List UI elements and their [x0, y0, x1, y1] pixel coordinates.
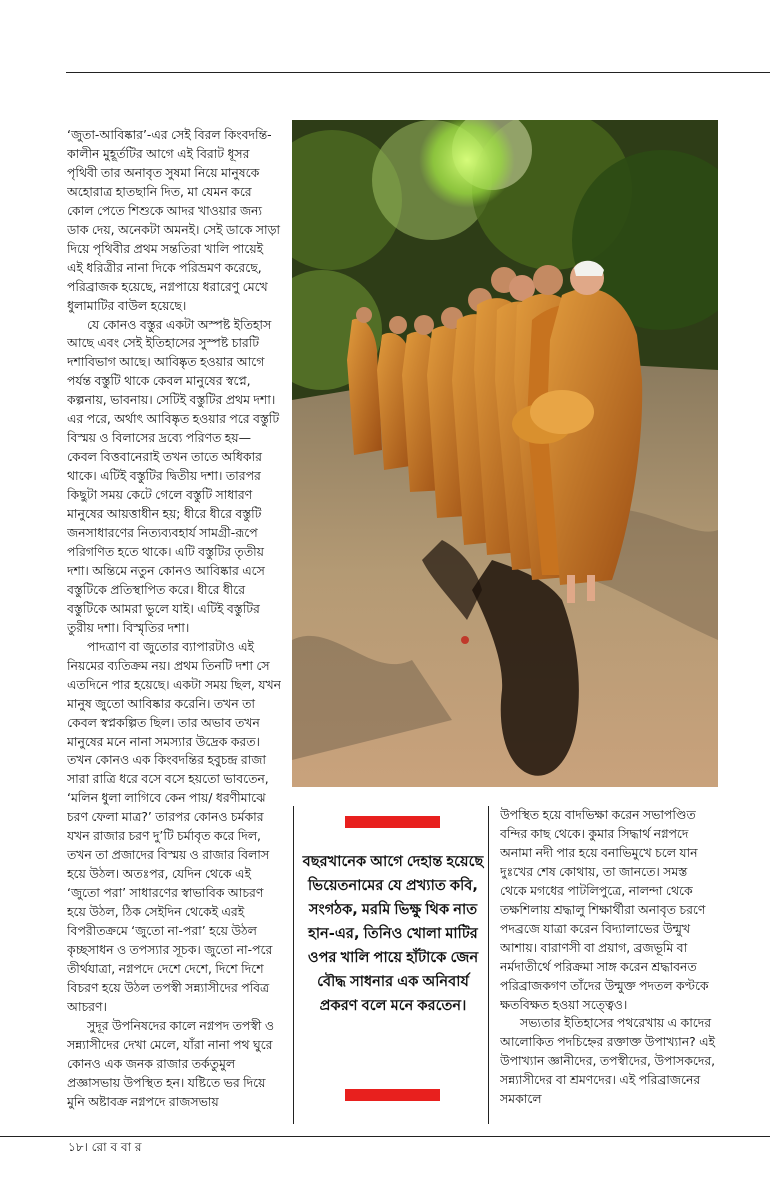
article-paragraph: ‘জুতা-আবিষ্কার’-এর সেই বিরল কিংবদন্তি-কালীন মুহূর্তটির আগে এই বিরাট ধূসর পৃথিবী তার অনাবৃত সুষমা নিয়ে মানুষকে অহোরাত্র হাতছানি দিত, মা যেমন করে কোল পেতে শিশুকে আদর খাওয়ার জন্য ডাক দেয়, অনেকটা অমনই। সেই ডাকে সাড়া দিয়ে পৃথিবীর প্রথম সন্ততিরা খালি পায়েই এই ধরিত্রীর নানা দিকে পরিভ্রমণ করেছে, পরিব্রাজক হয়েছে, নগ্নপায়ে ধরারেণু মেখে ধুলামাটির বাউল হয়েছে। — [67, 127, 281, 313]
article-paragraph: উপস্থিত হয়ে বাদভিক্ষা করেন সভাপণ্ডিত বন্দির কাছ থেকে। কুমার সিদ্ধার্থ নগ্নপদে অনামা নদী পার হয়ে বনাভিমুখে চলে যান দুঃখের শেষ কোথায়, তা জানতে। সমস্ত থেকে মগধের পাটলিপুত্রে, নালন্দা থেকে তক্ষশিলায় শ্রদ্ধালু শিক্ষার্থীরা অনাবৃত চরণে পদব্রজে যাত্রা করেন বিদ্যালাভের উন্মুখ আশায়। বারাণসী বা প্রয়াগ, ব্রজভূমি বা নর্মদাতীর্থে পরিক্রমা সাঙ্গ করেন শ্রদ্ধাবনত পরিব্রাজকগণ তাঁদের উন্মুক্ত পদতল কণ্টকে ক্ষতবিক্ষত হওয়া সত্ত্বেও। — [500, 807, 709, 1012]
article-paragraph: সুদূর উপনিষদের কালে নগ্নপদ তপস্বী ও সন্ন্যাসীদের দেখা মেলে, যাঁরা নানা পথ ঘুরে কোনও এক জনক রাজার তর্কতুমুল প্রজ্ঞাসভায় উপস্থিত হন। যষ্টিতে ভর দিয়ে মুনি অষ্টাবক্র নগ্নপদে রাজসভায় — [67, 1017, 274, 1109]
pull-quote-red-bar-top — [345, 816, 440, 828]
pull-quote-text: বছরখানেক আগে দেহান্ত হয়েছে ভিয়েতনামের যে প্রখ্যাত কবি, সংগঠক, মরমি ভিক্ষু থিক নাত হান-এর, তিনিও খোলা মাটির ওপর খালি পায়ে হাঁটাকে জেন বৌদ্ধ সাধনার এক অনিবার্য প্রকরণ বলে মনে করতেন। — [302, 853, 484, 1014]
footer-rule — [0, 1136, 770, 1137]
article-paragraph: সভ্যতার ইতিহাসের পথরেখায় এ কাদের আলোকিত পদচিহ্নের রক্তাক্ত উপাখ্যান? এই উপাখ্যান জ্ঞানীদের, তপস্বীদের, উপাসকদের, সন্ন্যাসীদের বা শ্রমণদের। এই পরিব্রাজনের সমকালে — [500, 1015, 716, 1107]
pull-quote-box — [293, 806, 489, 1124]
pull-quote-red-bar-bottom — [345, 1089, 440, 1101]
left-article-column — [67, 126, 281, 1131]
right-article-column — [500, 806, 716, 1131]
article-paragraph: যে কোনও বস্তুর একটা অস্পষ্ট ইতিহাস আছে এবং সেই ইতিহাসের সুস্পষ্ট চারটি দশাবিভাগ আছে। আবিষ্কৃত হওয়ার আগে পর্যন্ত বস্তুটি থাকে কেবল মানুষের স্বপ্নে, কল্পনায়, ভাবনায়। সেটিই বস্তুটির প্রথম দশা। এর পরে, অর্থাৎ আবিষ্কৃত হওয়ার পরে বস্তুটি বিস্ময় ও বিলাসের দ্রব্যে পরিণত হয়— কেবল বিত্তবানেরাই তখন তাতে অধিকার থাকে। এটিই বস্তুটির দ্বিতীয় দশা। তারপর কিছুটা সময় কেটে গেলে বস্তুটি সাধারণ মানুষের আয়ত্তাধীন হয়; ধীরে ধীরে বস্তুটি জনসাধারণের নিত্যব্যবহার্য সামগ্রী-রূপে পরিগণিত হতে থাকে। এটি বস্তুটির তৃতীয় দশা। অন্তিমে নতুন কোনও আবিষ্কার এসে বস্তুটিকে প্রতিস্থাপিত করে। ধীরে ধীরে বস্তুটিকে আমরা ভুলে যাই। এটিই বস্তুটির তুরীয় দশা। বিস্মৃতির দশা। — [67, 316, 280, 635]
monks-walking-photo — [292, 120, 718, 787]
photo-illustration — [292, 120, 718, 787]
article-paragraph: পাদত্রাণ বা জুতোর ব্যাপারটাও এই নিয়মের ব্যতিক্রম নয়। প্রথম তিনটি দশা সে এতদিনে পার হয়েছে। একটা সময় ছিল, যখন মানুষ জুতো আবিষ্কার করেনি। তখন তা কেবল স্বপ্নকল্পিত ছিল। তার অভাব তখন মানুষের মনে নানা সমস্যার উদ্রেক করত। তখন কোনও এক কিংবদন্তির হবুচন্দ্র রাজা সারা রাত্রি ধরে বসে বসে হয়তো ভাবতেন, ‘মলিন ধুলা লাগিবে কেন পায়/ ধরণীমাঝে চরণ ফেলা মাত্র?’ তারপর কোনও চর্মকার যখন রাজার চরণ দু’টি চর্মাবৃত করে দিল, তখন তা প্রজাদের বিস্ময় ও রাজার বিলাস হয়ে উঠল। অতঃপর, যেদিন থেকে এই ‘জুতো পরা’ সাধারণের স্বাভাবিক আচরণ হয়ে উঠল, ঠিক সেইদিন থেকেই এরই বিপরীতক্রমে ‘জুতো না-পরা’ হয়ে উঠল কৃচ্ছসাধন ও তপস্যার সূচক। জুতো না-পরে তীর্থযাত্রা, নগ্নপদে দেশে দেশে, দিশে দিশে বিচরণ হয়ে উঠল তপস্বী সন্ন্যাসীদের পবিত্র আচরণ। — [67, 638, 281, 1014]
header-rule — [66, 72, 770, 73]
page-number-label: ১৮। রো ব বা র — [68, 1140, 142, 1154]
